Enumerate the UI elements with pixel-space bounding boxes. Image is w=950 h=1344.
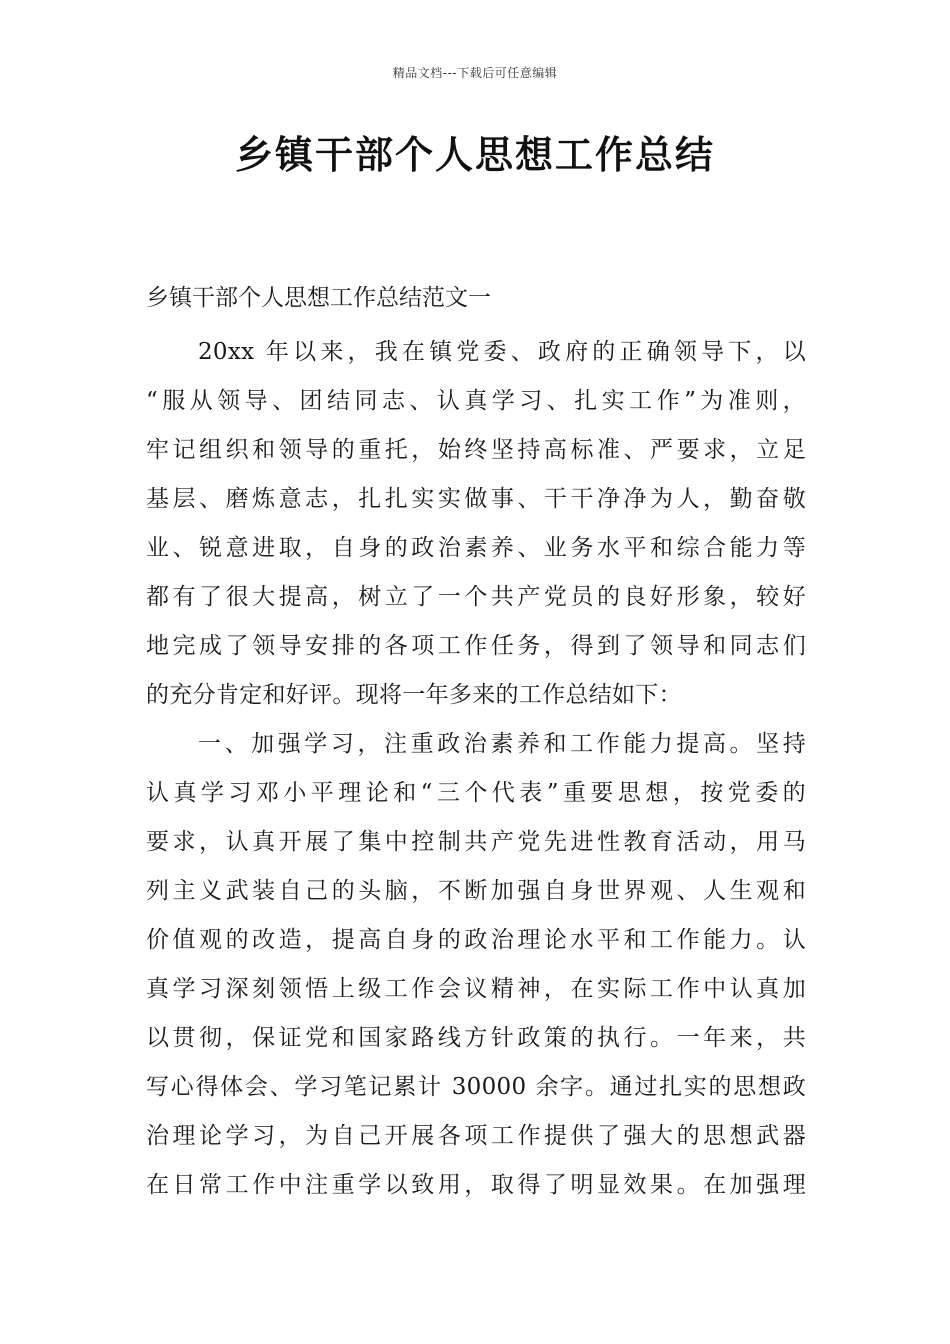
paragraph-line: 以贯彻，保证党和国家路线方针政策的执行。一年来，共 — [146, 1025, 806, 1051]
paragraph-line: 20xx 年以来，我在镇党委、政府的正确领导下，以 — [198, 339, 806, 365]
paragraph-line: 要求，认真开展了集中控制共产党先进性教育活动，用马 — [146, 829, 806, 855]
header-note: 精品文档---下载后可任意编辑 — [392, 66, 558, 80]
paragraph-line: 治理论学习，为自己开展各项工作提供了强大的思想武器 — [146, 1123, 806, 1149]
body-text — [146, 328, 806, 1210]
paragraph-line: 认真学习邓小平理论和“三个代表”重要思想，按党委的 — [146, 780, 806, 806]
paragraph-line: 写心得体会、学习笔记累计 30000 余字。通过扎实的思想政 — [146, 1074, 806, 1100]
paragraph-line: 基层、磨炼意志，扎扎实实做事、干干净净为人，勤奋敬 — [146, 486, 806, 512]
paragraph-line: 价值观的改造，提高自身的政治理论水平和工作能力。认 — [146, 927, 806, 953]
paragraph-line: “服从领导、团结同志、认真学习、扎实工作”为准则， — [146, 388, 806, 414]
paragraph-line: 在日常工作中注重学以致用，取得了明显效果。在加强理 — [146, 1172, 806, 1198]
paragraph-line: 业、锐意进取，自身的政治素养、业务水平和综合能力等 — [146, 535, 806, 561]
paragraph-line: 的充分肯定和好评。现将一年多来的工作总结如下： — [146, 682, 682, 708]
paragraph-line: 列主义武装自己的头脑，不断加强自身世界观、人生观和 — [146, 878, 806, 904]
paragraph-line: 牢记组织和领导的重托，始终坚持高标准、严要求，立足 — [146, 437, 806, 463]
paragraph-line: 地完成了领导安排的各项工作任务，得到了领导和同志们 — [146, 633, 806, 659]
document-title: 乡镇干部个人思想工作总结 — [234, 133, 715, 177]
section-heading: 乡镇干部个人思想工作总结范文一 — [146, 285, 491, 311]
paragraph-line: 都有了很大提高，树立了一个共产党员的良好形象，较好 — [146, 584, 806, 610]
paragraph-line: 一、加强学习，注重政治素养和工作能力提高。坚持 — [198, 731, 806, 757]
paragraph-line: 真学习深刻领悟上级工作会议精神，在实际工作中认真加 — [146, 976, 806, 1002]
